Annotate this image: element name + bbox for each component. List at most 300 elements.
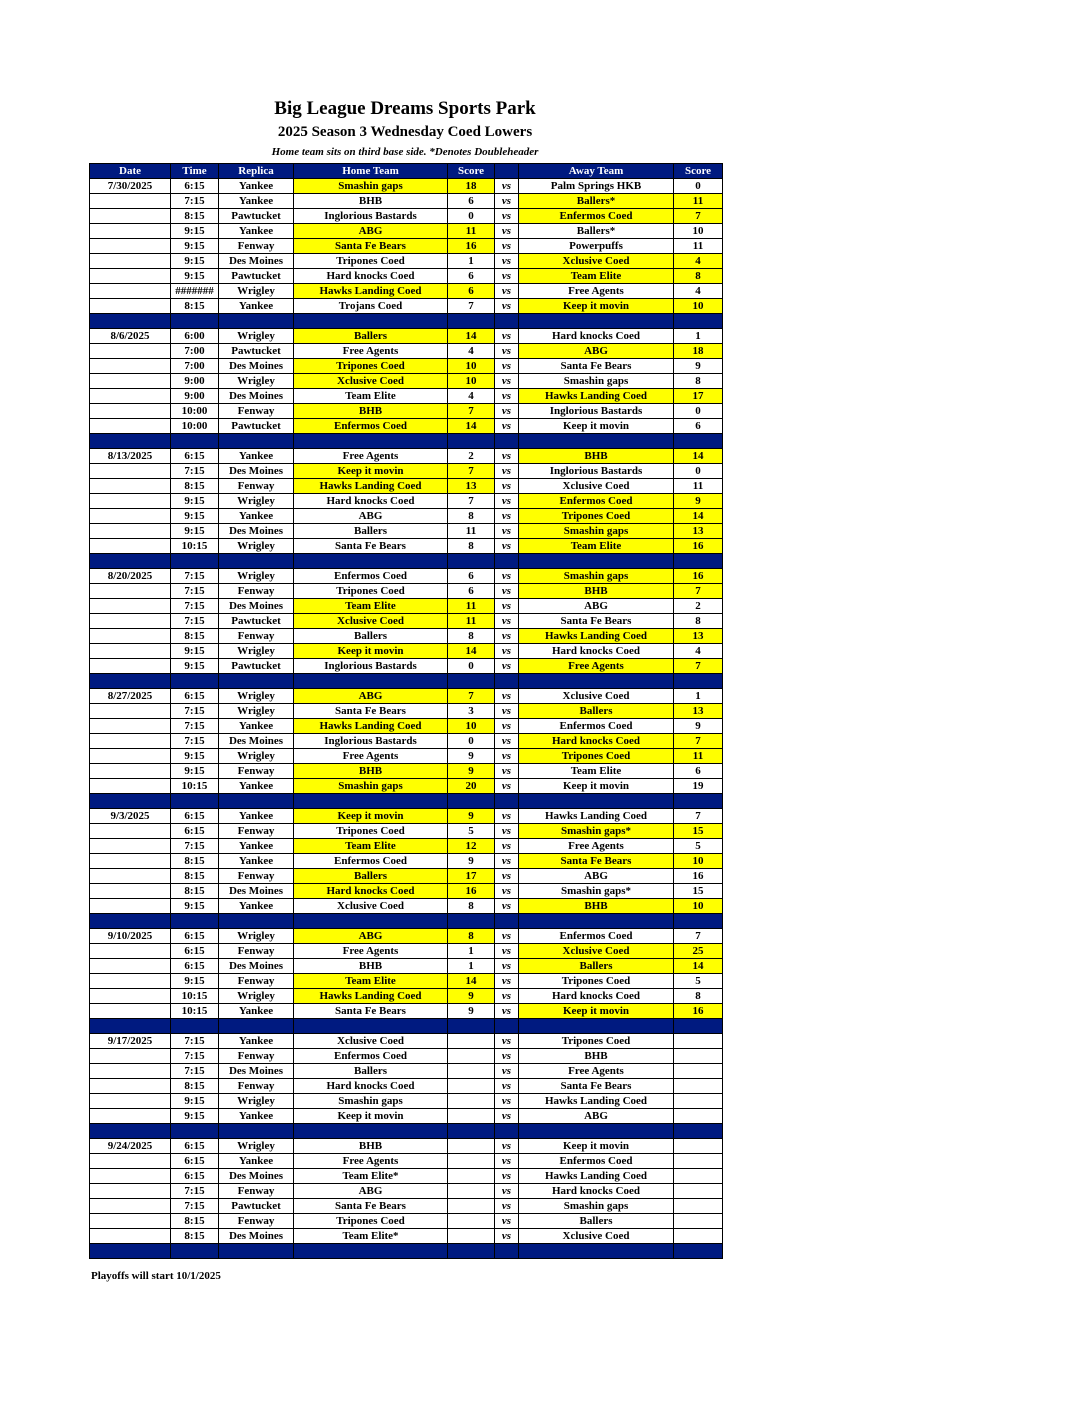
separator-cell (495, 674, 519, 689)
home-team-cell: Enfermos Coed (294, 569, 448, 584)
home-score-cell: 1 (448, 944, 495, 959)
time-cell: 7:00 (171, 359, 219, 374)
away-score-cell: 10 (674, 854, 723, 869)
date-cell (90, 734, 171, 749)
vs-cell: vs (495, 389, 519, 404)
home-team-cell: Tripones Coed (294, 1214, 448, 1229)
date-cell (90, 1199, 171, 1214)
date-cell: 8/27/2025 (90, 689, 171, 704)
home-score-cell (448, 1049, 495, 1064)
away-team-cell: Free Agents (519, 1064, 674, 1079)
time-cell: 10:00 (171, 419, 219, 434)
away-score-cell: 10 (674, 299, 723, 314)
col-home-score-header: Score (448, 164, 495, 179)
vs-cell: vs (495, 1169, 519, 1184)
game-row (90, 374, 723, 389)
separator-cell (171, 674, 219, 689)
replica-cell: Fenway (219, 404, 294, 419)
separator-cell (171, 914, 219, 929)
separator-cell (90, 914, 171, 929)
game-row (90, 1079, 723, 1094)
separator-cell (674, 554, 723, 569)
home-team-cell: ABG (294, 1184, 448, 1199)
game-row (90, 884, 723, 899)
time-cell: 6:15 (171, 809, 219, 824)
separator-cell (674, 674, 723, 689)
vs-cell: vs (495, 374, 519, 389)
vs-cell: vs (495, 494, 519, 509)
away-score-cell: 14 (674, 449, 723, 464)
away-score-cell: 16 (674, 569, 723, 584)
separator-cell (90, 314, 171, 329)
time-cell: 6:15 (171, 689, 219, 704)
separator-cell (219, 554, 294, 569)
game-row (90, 659, 723, 674)
separator-cell (171, 314, 219, 329)
home-team-cell: Ballers (294, 869, 448, 884)
away-team-cell: Free Agents (519, 659, 674, 674)
week-separator (90, 794, 723, 809)
vs-cell: vs (495, 764, 519, 779)
date-cell (90, 899, 171, 914)
home-team-cell: Team Elite (294, 599, 448, 614)
vs-cell: vs (495, 194, 519, 209)
away-score-cell: 4 (674, 644, 723, 659)
game-row (90, 944, 723, 959)
separator-cell (674, 434, 723, 449)
separator-cell (519, 1124, 674, 1139)
home-team-cell: Santa Fe Bears (294, 239, 448, 254)
date-cell (90, 539, 171, 554)
home-team-cell: Santa Fe Bears (294, 539, 448, 554)
replica-cell: Fenway (219, 1214, 294, 1229)
game-row (90, 1169, 723, 1184)
replica-cell: Wrigley (219, 644, 294, 659)
game-row (90, 899, 723, 914)
game-row (90, 599, 723, 614)
replica-cell: Wrigley (219, 569, 294, 584)
replica-cell: Wrigley (219, 989, 294, 1004)
date-cell (90, 524, 171, 539)
time-cell: 8:15 (171, 1214, 219, 1229)
date-cell (90, 479, 171, 494)
vs-cell: vs (495, 734, 519, 749)
date-cell (90, 989, 171, 1004)
game-row (90, 809, 723, 824)
week-separator (90, 314, 723, 329)
game-row (90, 869, 723, 884)
date-cell (90, 659, 171, 674)
vs-cell: vs (495, 1109, 519, 1124)
game-row (90, 749, 723, 764)
home-team-cell: Keep it movin (294, 464, 448, 479)
away-team-cell: Smashin gaps (519, 374, 674, 389)
away-score-cell: 7 (674, 734, 723, 749)
away-team-cell: Tripones Coed (519, 749, 674, 764)
away-team-cell: Xclusive Coed (519, 944, 674, 959)
home-team-cell: Ballers (294, 524, 448, 539)
home-team-cell: Tripones Coed (294, 824, 448, 839)
home-team-cell: Free Agents (294, 344, 448, 359)
time-cell: 8:15 (171, 209, 219, 224)
away-score-cell: 7 (674, 209, 723, 224)
date-cell (90, 419, 171, 434)
game-row (90, 254, 723, 269)
separator-cell (219, 314, 294, 329)
away-score-cell: 17 (674, 389, 723, 404)
date-cell (90, 719, 171, 734)
game-row (90, 1034, 723, 1049)
date-cell (90, 299, 171, 314)
vs-cell: vs (495, 419, 519, 434)
away-score-cell: 2 (674, 599, 723, 614)
time-cell: 9:15 (171, 974, 219, 989)
home-team-cell: Xclusive Coed (294, 374, 448, 389)
away-team-cell: Hard knocks Coed (519, 734, 674, 749)
date-cell (90, 1094, 171, 1109)
away-score-cell: 13 (674, 629, 723, 644)
home-score-cell (448, 1079, 495, 1094)
separator-cell (90, 434, 171, 449)
away-team-cell: Santa Fe Bears (519, 359, 674, 374)
home-score-cell: 7 (448, 299, 495, 314)
home-score-cell: 20 (448, 779, 495, 794)
home-team-cell: Hard knocks Coed (294, 1079, 448, 1094)
home-team-cell: Smashin gaps (294, 179, 448, 194)
week-separator (90, 434, 723, 449)
time-cell: 9:15 (171, 749, 219, 764)
vs-cell: vs (495, 254, 519, 269)
vs-cell: vs (495, 944, 519, 959)
replica-cell: Yankee (219, 809, 294, 824)
away-team-cell: Tripones Coed (519, 974, 674, 989)
home-team-cell: Team Elite (294, 974, 448, 989)
home-team-cell: Ballers (294, 329, 448, 344)
separator-cell (294, 1124, 448, 1139)
time-cell: 9:15 (171, 494, 219, 509)
away-team-cell: Tripones Coed (519, 509, 674, 524)
time-cell: 8:15 (171, 299, 219, 314)
separator-cell (171, 554, 219, 569)
replica-cell: Yankee (219, 1004, 294, 1019)
replica-cell: Yankee (219, 224, 294, 239)
col-date-header: Date (90, 164, 171, 179)
replica-cell: Des Moines (219, 389, 294, 404)
date-cell (90, 374, 171, 389)
home-team-cell: BHB (294, 764, 448, 779)
time-cell: 6:15 (171, 944, 219, 959)
separator-cell (519, 1019, 674, 1034)
date-cell: 9/10/2025 (90, 929, 171, 944)
home-team-cell: Hawks Landing Coed (294, 479, 448, 494)
game-row (90, 959, 723, 974)
home-team-cell: Hard knocks Coed (294, 269, 448, 284)
separator-cell (495, 1244, 519, 1259)
away-score-cell: 11 (674, 194, 723, 209)
away-team-cell: Free Agents (519, 839, 674, 854)
away-score-cell: 11 (674, 479, 723, 494)
home-team-cell: Xclusive Coed (294, 1034, 448, 1049)
vs-cell: vs (495, 404, 519, 419)
away-score-cell: 4 (674, 284, 723, 299)
separator-cell (294, 1019, 448, 1034)
header-row (90, 164, 723, 179)
replica-cell: Pawtucket (219, 209, 294, 224)
game-row (90, 1199, 723, 1214)
home-score-cell (448, 1214, 495, 1229)
away-team-cell: Hard knocks Coed (519, 644, 674, 659)
away-team-cell: Powerpuffs (519, 239, 674, 254)
date-cell (90, 1064, 171, 1079)
separator-cell (219, 1124, 294, 1139)
away-team-cell: Keep it movin (519, 1139, 674, 1154)
separator-cell (448, 434, 495, 449)
home-team-cell: Santa Fe Bears (294, 704, 448, 719)
separator-cell (448, 914, 495, 929)
replica-cell: Pawtucket (219, 659, 294, 674)
away-team-cell: Hawks Landing Coed (519, 809, 674, 824)
separator-cell (294, 914, 448, 929)
away-team-cell: Smashin gaps (519, 569, 674, 584)
home-score-cell: 12 (448, 839, 495, 854)
separator-cell (519, 1244, 674, 1259)
home-score-cell (448, 1094, 495, 1109)
separator-cell (448, 314, 495, 329)
home-team-cell: Smashin gaps (294, 779, 448, 794)
separator-cell (219, 914, 294, 929)
away-team-cell: Hawks Landing Coed (519, 1169, 674, 1184)
home-score-cell: 2 (448, 449, 495, 464)
vs-cell: vs (495, 1229, 519, 1244)
replica-cell: Fenway (219, 944, 294, 959)
away-score-cell (674, 1169, 723, 1184)
vs-cell: vs (495, 809, 519, 824)
separator-cell (674, 1124, 723, 1139)
separator-cell (495, 1019, 519, 1034)
time-cell: 7:15 (171, 1184, 219, 1199)
away-team-cell: ABG (519, 1109, 674, 1124)
home-team-cell: BHB (294, 1139, 448, 1154)
replica-cell: Wrigley (219, 494, 294, 509)
vs-cell: vs (495, 584, 519, 599)
away-score-cell: 16 (674, 869, 723, 884)
home-team-cell: Smashin gaps (294, 1094, 448, 1109)
away-score-cell: 14 (674, 959, 723, 974)
home-team-cell: Ballers (294, 629, 448, 644)
vs-cell: vs (495, 719, 519, 734)
home-score-cell: 14 (448, 419, 495, 434)
away-team-cell: Enfermos Coed (519, 494, 674, 509)
date-cell (90, 1214, 171, 1229)
time-cell: 10:15 (171, 539, 219, 554)
game-row (90, 1154, 723, 1169)
away-score-cell: 25 (674, 944, 723, 959)
game-row (90, 614, 723, 629)
date-cell: 9/3/2025 (90, 809, 171, 824)
time-cell: 7:15 (171, 839, 219, 854)
separator-cell (519, 794, 674, 809)
separator-cell (171, 794, 219, 809)
away-team-cell: Enfermos Coed (519, 719, 674, 734)
separator-cell (495, 1124, 519, 1139)
home-score-cell: 13 (448, 479, 495, 494)
vs-cell: vs (495, 1034, 519, 1049)
away-team-cell: Ballers (519, 1214, 674, 1229)
date-cell (90, 209, 171, 224)
away-team-cell: Xclusive Coed (519, 479, 674, 494)
home-score-cell (448, 1139, 495, 1154)
away-team-cell: Xclusive Coed (519, 254, 674, 269)
separator-cell (495, 434, 519, 449)
home-score-cell: 1 (448, 959, 495, 974)
col-away-team-header: Away Team (519, 164, 674, 179)
away-team-cell: Tripones Coed (519, 1034, 674, 1049)
game-row (90, 1109, 723, 1124)
away-score-cell: 8 (674, 374, 723, 389)
time-cell: 7:15 (171, 569, 219, 584)
away-score-cell: 10 (674, 224, 723, 239)
time-cell: 8:15 (171, 1079, 219, 1094)
time-cell: 6:00 (171, 329, 219, 344)
time-cell: 7:00 (171, 344, 219, 359)
page-title: Big League Dreams Sports Park (274, 98, 536, 119)
game-row (90, 284, 723, 299)
col-home-team-header: Home Team (294, 164, 448, 179)
away-score-cell: 19 (674, 779, 723, 794)
vs-cell: vs (495, 329, 519, 344)
away-score-cell: 4 (674, 254, 723, 269)
away-score-cell (674, 1049, 723, 1064)
game-row (90, 1214, 723, 1229)
date-cell (90, 344, 171, 359)
game-row (90, 569, 723, 584)
away-team-cell: Enfermos Coed (519, 209, 674, 224)
vs-cell: vs (495, 464, 519, 479)
away-team-cell: Ballers* (519, 224, 674, 239)
away-score-cell (674, 1094, 723, 1109)
home-team-cell: BHB (294, 194, 448, 209)
separator-cell (448, 674, 495, 689)
replica-cell: Pawtucket (219, 1199, 294, 1214)
away-score-cell: 13 (674, 524, 723, 539)
time-cell: 7:15 (171, 704, 219, 719)
game-row (90, 839, 723, 854)
date-cell: 9/24/2025 (90, 1139, 171, 1154)
replica-cell: Wrigley (219, 1139, 294, 1154)
game-row (90, 779, 723, 794)
home-score-cell (448, 1154, 495, 1169)
replica-cell: Des Moines (219, 359, 294, 374)
vs-cell: vs (495, 974, 519, 989)
replica-cell: Fenway (219, 584, 294, 599)
home-team-cell: ABG (294, 689, 448, 704)
home-score-cell: 16 (448, 239, 495, 254)
vs-cell: vs (495, 1079, 519, 1094)
vs-cell: vs (495, 899, 519, 914)
away-team-cell: Hawks Landing Coed (519, 629, 674, 644)
vs-cell: vs (495, 839, 519, 854)
time-cell: 8:15 (171, 884, 219, 899)
time-cell: 9:15 (171, 659, 219, 674)
away-team-cell: Palm Springs HKB (519, 179, 674, 194)
separator-cell (448, 554, 495, 569)
away-score-cell (674, 1229, 723, 1244)
home-team-cell: BHB (294, 959, 448, 974)
time-cell: 8:15 (171, 1229, 219, 1244)
game-row (90, 734, 723, 749)
separator-cell (519, 314, 674, 329)
away-team-cell: Free Agents (519, 284, 674, 299)
vs-cell: vs (495, 449, 519, 464)
replica-cell: Yankee (219, 449, 294, 464)
time-cell: 6:15 (171, 959, 219, 974)
away-score-cell: 7 (674, 659, 723, 674)
home-score-cell: 7 (448, 464, 495, 479)
vs-cell: vs (495, 539, 519, 554)
time-cell: 10:15 (171, 1004, 219, 1019)
away-team-cell: BHB (519, 1049, 674, 1064)
week-separator (90, 674, 723, 689)
separator-cell (219, 1244, 294, 1259)
separator-cell (448, 1124, 495, 1139)
away-score-cell: 15 (674, 884, 723, 899)
date-cell: 8/6/2025 (90, 329, 171, 344)
time-cell: 6:15 (171, 449, 219, 464)
time-cell: 9:15 (171, 509, 219, 524)
away-score-cell: 15 (674, 824, 723, 839)
vs-cell: vs (495, 1004, 519, 1019)
date-cell (90, 224, 171, 239)
vs-cell: vs (495, 989, 519, 1004)
game-row (90, 974, 723, 989)
home-team-cell: Team Elite* (294, 1229, 448, 1244)
away-score-cell (674, 1184, 723, 1199)
replica-cell: Fenway (219, 1184, 294, 1199)
date-cell (90, 1049, 171, 1064)
away-score-cell: 18 (674, 344, 723, 359)
time-cell: 7:15 (171, 1034, 219, 1049)
separator-cell (495, 914, 519, 929)
vs-cell: vs (495, 779, 519, 794)
away-team-cell: Hawks Landing Coed (519, 389, 674, 404)
game-row (90, 704, 723, 719)
vs-cell: vs (495, 344, 519, 359)
time-cell: 8:15 (171, 479, 219, 494)
date-cell: 9/17/2025 (90, 1034, 171, 1049)
date-cell (90, 779, 171, 794)
game-row (90, 989, 723, 1004)
separator-cell (519, 914, 674, 929)
away-score-cell (674, 1139, 723, 1154)
separator-cell (294, 554, 448, 569)
date-cell (90, 629, 171, 644)
game-row (90, 854, 723, 869)
date-cell (90, 494, 171, 509)
home-team-cell: Tripones Coed (294, 584, 448, 599)
time-cell: 7:15 (171, 719, 219, 734)
home-score-cell (448, 1229, 495, 1244)
vs-cell: vs (495, 614, 519, 629)
away-team-cell: Hard knocks Coed (519, 989, 674, 1004)
away-team-cell: Hard knocks Coed (519, 1184, 674, 1199)
home-score-cell: 8 (448, 629, 495, 644)
vs-cell: vs (495, 1139, 519, 1154)
date-cell (90, 1004, 171, 1019)
home-score-cell: 0 (448, 734, 495, 749)
time-cell: 10:15 (171, 989, 219, 1004)
game-row (90, 1049, 723, 1064)
game-row (90, 689, 723, 704)
